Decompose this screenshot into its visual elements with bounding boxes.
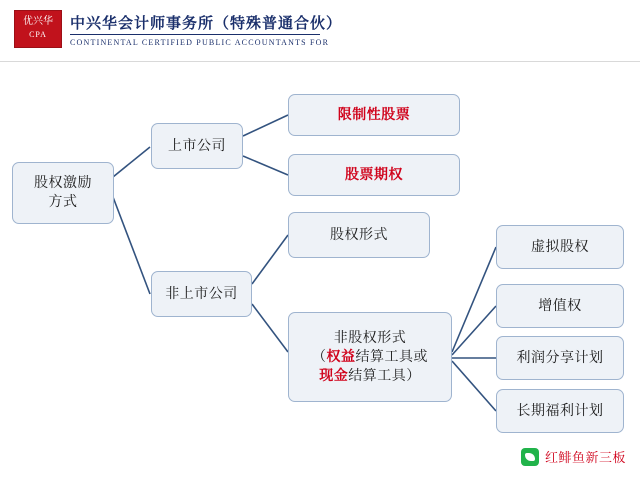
firm-logo-cn: 优兴华 <box>23 16 53 27</box>
wechat-icon <box>521 448 539 466</box>
node-unlisted-company[interactable] <box>151 271 252 317</box>
node-stock-option[interactable] <box>288 154 460 196</box>
node-unlisted-company-label: 非上市公司 <box>165 286 238 302</box>
equity-incentive-tree <box>0 62 640 480</box>
firm-logo <box>14 10 62 48</box>
slide-header <box>0 0 640 62</box>
node-non-equity-form-subtitle-2 <box>293 367 447 386</box>
firm-name-en: CONTINENTAL CERTIFIED PUBLIC ACCOUNTANTS FOR <box>70 38 330 47</box>
node-long-term-welfare-plan[interactable] <box>496 389 624 433</box>
node-listed-company[interactable] <box>151 123 243 169</box>
node-profit-sharing-plan[interactable] <box>496 336 624 380</box>
watermark <box>521 447 626 466</box>
node-virtual-equity-label: 虚拟股权 <box>531 239 589 255</box>
node-equity-form[interactable] <box>288 212 430 258</box>
cash-settled-keyword: 现金 <box>319 368 349 384</box>
node-equity-form-label: 股权形式 <box>330 227 388 243</box>
node-appreciation-right-label: 增值权 <box>538 298 582 314</box>
node-root-label-line2: 方式 <box>48 195 78 210</box>
node-appreciation-right[interactable] <box>496 284 624 328</box>
node-listed-company-label: 上市公司 <box>168 138 226 154</box>
node-virtual-equity[interactable] <box>496 225 624 269</box>
node-restricted-stock[interactable] <box>288 94 460 136</box>
node-root[interactable] <box>12 162 114 224</box>
node-non-equity-form-title: 非股权形式 <box>333 330 407 346</box>
firm-name-cn: 中兴华会计师事务所（特殊普通合伙） <box>70 16 343 32</box>
settle-tool-text-2: 结算工具 <box>348 368 407 384</box>
paren-close: ） <box>406 368 421 384</box>
watermark-text: 红鲱鱼新三板 <box>544 450 626 465</box>
node-long-term-welfare-plan-label: 长期福利计划 <box>516 403 604 419</box>
node-stock-option-label: 股票期权 <box>345 167 403 183</box>
firm-logo-en: CPA <box>29 30 47 39</box>
header-divider <box>70 34 320 35</box>
equity-settled-keyword: 权益 <box>326 349 356 365</box>
node-non-equity-form[interactable] <box>288 312 452 402</box>
node-non-equity-form-subtitle <box>293 348 447 367</box>
settle-tool-text-1: 结算工具或 <box>355 349 428 365</box>
node-restricted-stock-label: 限制性股票 <box>337 107 411 123</box>
node-profit-sharing-plan-label: 利润分享计划 <box>516 350 604 366</box>
paren-open: （ <box>312 349 327 365</box>
node-root-label-line1: 股权激励 <box>34 176 92 191</box>
